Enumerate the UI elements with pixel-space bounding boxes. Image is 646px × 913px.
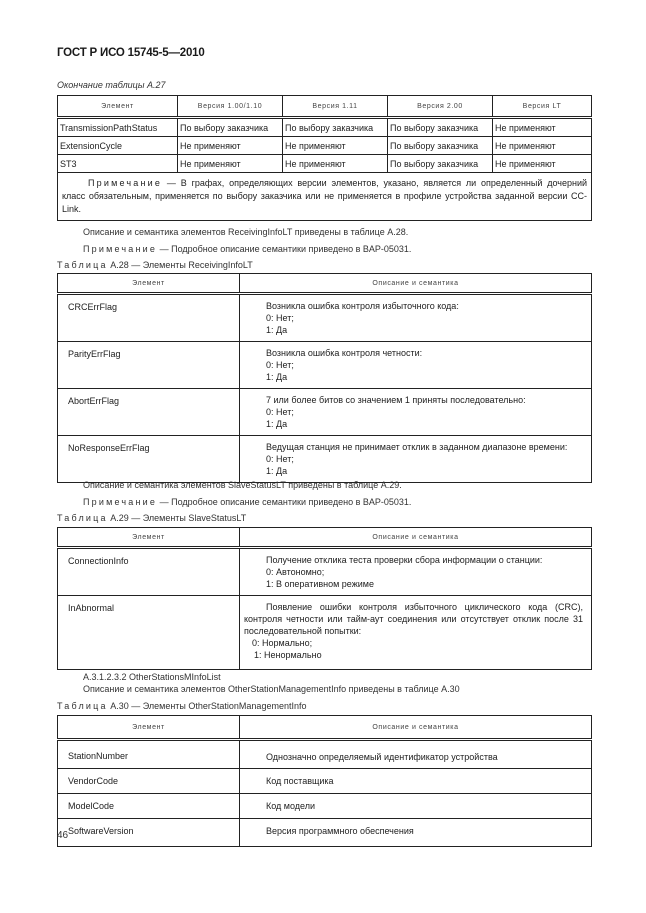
table-row [58, 137, 592, 155]
element-description: Версия программного обеспечения [240, 819, 592, 847]
element-name: StationNumber [58, 740, 240, 769]
table-header-row [58, 528, 592, 548]
table-caption-text: А.29 — Элементы SlaveStatusLT [107, 513, 247, 523]
table-caption-label: Таблица [57, 513, 108, 523]
table-header-row [58, 716, 592, 740]
element-description [240, 596, 592, 670]
table-row [58, 389, 592, 436]
table-caption-text: А.28 — Элементы ReceivingInfoLT [107, 260, 253, 270]
table-caption-text: А.30 — Элементы OtherStationManagementInfo [107, 701, 307, 711]
description-line: 0: Автономно; [266, 567, 325, 577]
cell: По выбору заказчика [388, 137, 493, 155]
element-description [240, 294, 592, 342]
table-row [58, 794, 592, 819]
element-description [240, 436, 592, 483]
element-name: ModelCode [58, 794, 240, 819]
element-name: ParityErrFlag [58, 342, 240, 389]
table-header-row [58, 96, 592, 118]
table-a29 [57, 527, 592, 670]
cell: Не применяют [283, 155, 388, 173]
description-line: 7 или более битов со значением 1 приняты последовательно: [266, 395, 526, 405]
element-name: SoftwareVersion [58, 819, 240, 847]
element-name: CRCErrFlag [58, 294, 240, 342]
cell: ExtensionCycle [58, 137, 178, 155]
element-name: InAbnormal [58, 596, 240, 670]
note-paragraph [83, 497, 411, 507]
element-name: NoResponseErrFlag [58, 436, 240, 483]
table-row [58, 769, 592, 794]
cell: ST3 [58, 155, 178, 173]
paragraph: Описание и семантика элементов OtherStationManagementInfo приведены в таблице А.30 [83, 684, 460, 694]
description-line: 0: Нет; [266, 360, 294, 370]
table-a28 [57, 273, 592, 483]
cell: По выбору заказчика [388, 155, 493, 173]
table-row [58, 548, 592, 596]
note-text: — В графах, определяющих версии элементов, указано, является ли определенный дочерний класс обязательным, применяется по выбору заказчика или не применяется в профиле устройства заданной версии CC-Link. [62, 178, 587, 214]
description-line: Возникла ошибка контроля избыточного кода: [266, 301, 459, 311]
description-line: 0: Нормально; [252, 638, 313, 648]
element-name: ConnectionInfo [58, 548, 240, 596]
description-line: 1: Да [266, 466, 288, 476]
table-header-row [58, 274, 592, 294]
description-line: 1: В оперативном режиме [266, 579, 374, 589]
cell: Не применяют [178, 155, 283, 173]
description-line: Ведущая станция не принимает отклик в заданном диапазоне времени: [266, 442, 568, 452]
cell: Не применяют [178, 137, 283, 155]
column-header: Версия 1.00/1.10 [178, 96, 283, 118]
column-header: Описание и семантика [240, 528, 592, 548]
column-header: Элемент [58, 274, 240, 294]
element-description: Код поставщика [240, 769, 592, 794]
description-line: 1: Да [266, 419, 288, 429]
cell: Не применяют [283, 137, 388, 155]
column-header: Описание и семантика [240, 716, 592, 740]
cell: По выбору заказчика [283, 118, 388, 137]
description-line: Появление ошибки контроля избыточного циклического кода (CRC), контроля четности или тайм-аут соединения или отсутствует отклик после 31 последовательной попытки: [244, 602, 583, 636]
description-line: 0: Нет; [266, 407, 294, 417]
paragraph: Описание и семантика элементов ReceivingInfoLT приведены в таблице А.28. [83, 227, 409, 237]
table-caption-label: Таблица [57, 260, 108, 270]
note-text: — Подробное описание семантики приведено в BAP-05031. [157, 244, 412, 254]
element-description [240, 342, 592, 389]
description-line: 1: Да [266, 325, 288, 335]
cell: По выбору заказчика [388, 118, 493, 137]
table-a27 [57, 95, 592, 221]
section-number: А.3.1.2.3.2 OtherStationsMInfoList [83, 672, 221, 682]
table-a30 [57, 715, 592, 847]
column-header: Элемент [58, 716, 240, 740]
table-row [58, 436, 592, 483]
table-row [58, 342, 592, 389]
column-header: Описание и семантика [240, 274, 592, 294]
document-header: ГОСТ Р ИСО 15745-5—2010 [57, 47, 205, 59]
table-note-row [58, 173, 592, 221]
element-description [240, 548, 592, 596]
cell: TransmissionPathStatus [58, 118, 178, 137]
note-paragraph [83, 244, 411, 254]
element-description [240, 389, 592, 436]
element-description: Однозначно определяемый идентификатор устройства [240, 740, 592, 769]
description-line: Получение отклика теста проверки сбора информации о станции: [266, 555, 543, 565]
table-caption [57, 701, 306, 711]
note-text: — Подробное описание семантики приведено в BAP-05031. [157, 497, 412, 507]
table-note [58, 173, 592, 221]
table-continuation-caption: Окончание таблицы А.27 [57, 80, 166, 90]
column-header: Элемент [58, 96, 178, 118]
column-header: Версия 1.11 [283, 96, 388, 118]
description-line: 0: Нет; [266, 454, 294, 464]
cell: Не применяют [493, 155, 592, 173]
note-label: Примечание [83, 244, 158, 254]
description-line: 1: Да [266, 372, 288, 382]
cell: Не применяют [493, 118, 592, 137]
column-header: Версия LT [493, 96, 592, 118]
column-header: Версия 2.00 [388, 96, 493, 118]
table-row [58, 294, 592, 342]
table-caption-label: Таблица [57, 701, 108, 711]
element-name: VendorCode [58, 769, 240, 794]
table-row [58, 819, 592, 847]
paragraph: Описание и семантика элементов SlaveStatusLT приведены в таблице А.29. [83, 480, 402, 490]
table-row [58, 740, 592, 769]
description-line: 1: Ненормально [254, 650, 322, 660]
column-header: Элемент [58, 528, 240, 548]
cell: Не применяют [493, 137, 592, 155]
element-description: Код модели [240, 794, 592, 819]
table-row [58, 118, 592, 137]
table-caption [57, 513, 246, 523]
cell: По выбору заказчика [178, 118, 283, 137]
table-caption [57, 260, 253, 270]
description-line: 0: Нет; [266, 313, 294, 323]
note-label: Примечание [83, 497, 158, 507]
description-line: Возникла ошибка контроля четности: [266, 348, 423, 358]
table-row [58, 596, 592, 670]
note-label: Примечание [88, 178, 163, 188]
table-row [58, 155, 592, 173]
element-name: AbortErrFlag [58, 389, 240, 436]
page-number: 46 [57, 830, 69, 841]
